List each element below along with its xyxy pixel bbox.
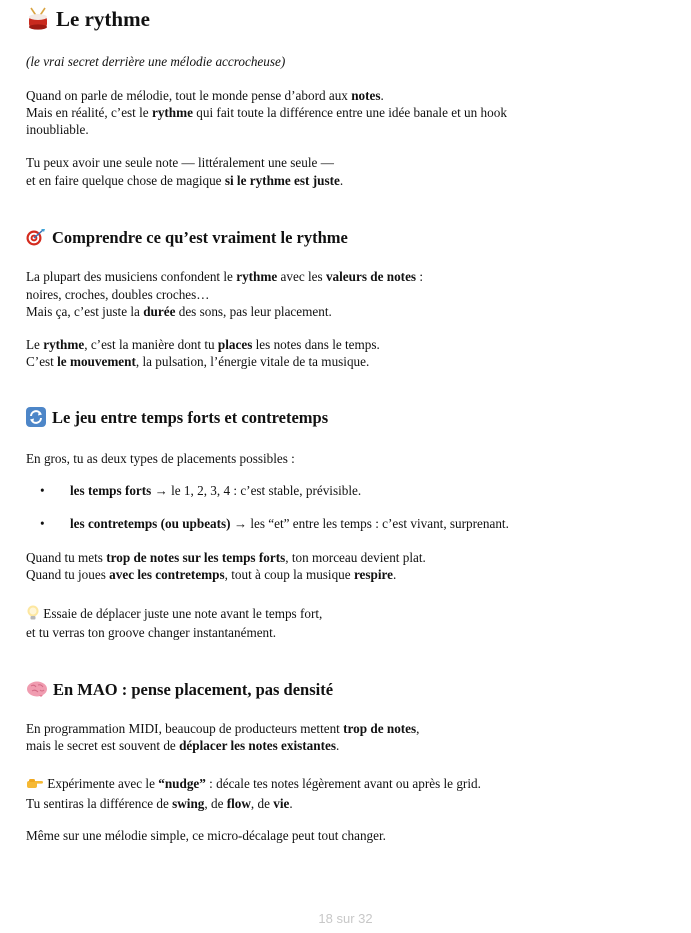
section2-line-2: Quand tu joues avec les contretemps, tout à coup la musique respire. (26, 567, 397, 582)
section-heading-mao: En MAO : pense placement, pas densité (26, 679, 333, 701)
section1-line-4: Le rythme, c’est la manière dont tu places les notes dans le temps. (26, 337, 380, 352)
intro-paragraph-2-line-2: et en faire quelque chose de magique si le rythme est juste. (26, 173, 344, 188)
bullet-icon: • (40, 516, 45, 531)
section3-line-2: mais le secret est souvent de déplacer les notes existantes. (26, 738, 340, 753)
drum-icon (26, 7, 50, 31)
intro-paragraph-2-line-1: Tu peux avoir une seule note — littéralement une seule — (26, 155, 334, 170)
brain-icon (26, 680, 48, 698)
page-title (26, 6, 150, 33)
subtitle: (le vrai secret derrière une mélodie accrocheuse) (26, 54, 286, 69)
intro-paragraph-1-line-3: inoubliable. (26, 122, 89, 137)
section1-line-3: Mais ça, c’est juste la durée des sons, pas leur placement. (26, 304, 332, 319)
intro-paragraph-1-line-1: Quand on parle de mélodie, tout le monde pense d’abord aux notes. (26, 88, 384, 103)
section-heading-rhythm: Comprendre ce qu’est vraiment le rythme (26, 227, 348, 249)
section2-line-1: Quand tu mets trop de notes sur les temps forts, ton morceau devient plat. (26, 550, 426, 565)
section3-tip-line-2: Tu sentiras la différence de swing, de flow, de vie. (26, 796, 293, 811)
title-text: Le rythme (56, 7, 150, 31)
section3-tip-line-1: Expérimente avec le “nudge” : décale tes notes légèrement avant ou après le grid. (26, 775, 481, 792)
section2-tip-line-2: et tu verras ton groove changer instantanément. (26, 625, 277, 640)
light-bulb-icon (26, 605, 40, 621)
intro-paragraph-1-line-2: Mais en réalité, c’est le rythme qui fait toute la différence entre une idée banale et un hook (26, 105, 507, 120)
section3-line-1: En programmation MIDI, beaucoup de producteurs mettent trop de notes, (26, 721, 420, 736)
section2-intro: En gros, tu as deux types de placements possibles : (26, 451, 295, 466)
repeat-arrows-icon (26, 407, 46, 427)
section3-closing: Même sur une mélodie simple, ce micro-décalage peut tout changer. (26, 828, 386, 843)
section2-tip-line-1: Essaie de déplacer juste une note avant le temps fort, (26, 605, 322, 623)
pointing-hand-icon (26, 776, 44, 790)
bullet-icon: • (40, 483, 45, 498)
section1-line-1: La plupart des musiciens confondent le rythme avec les valeurs de notes : (26, 269, 424, 284)
section-heading-beats: Le jeu entre temps forts et contretemps (26, 407, 328, 429)
target-icon (26, 228, 46, 246)
section1-line-2: noires, croches, doubles croches… (26, 287, 210, 302)
page-indicator: 18 sur 32 (318, 911, 373, 926)
section1-line-5: C’est le mouvement, la pulsation, l’énergie vitale de ta musique. (26, 354, 370, 369)
